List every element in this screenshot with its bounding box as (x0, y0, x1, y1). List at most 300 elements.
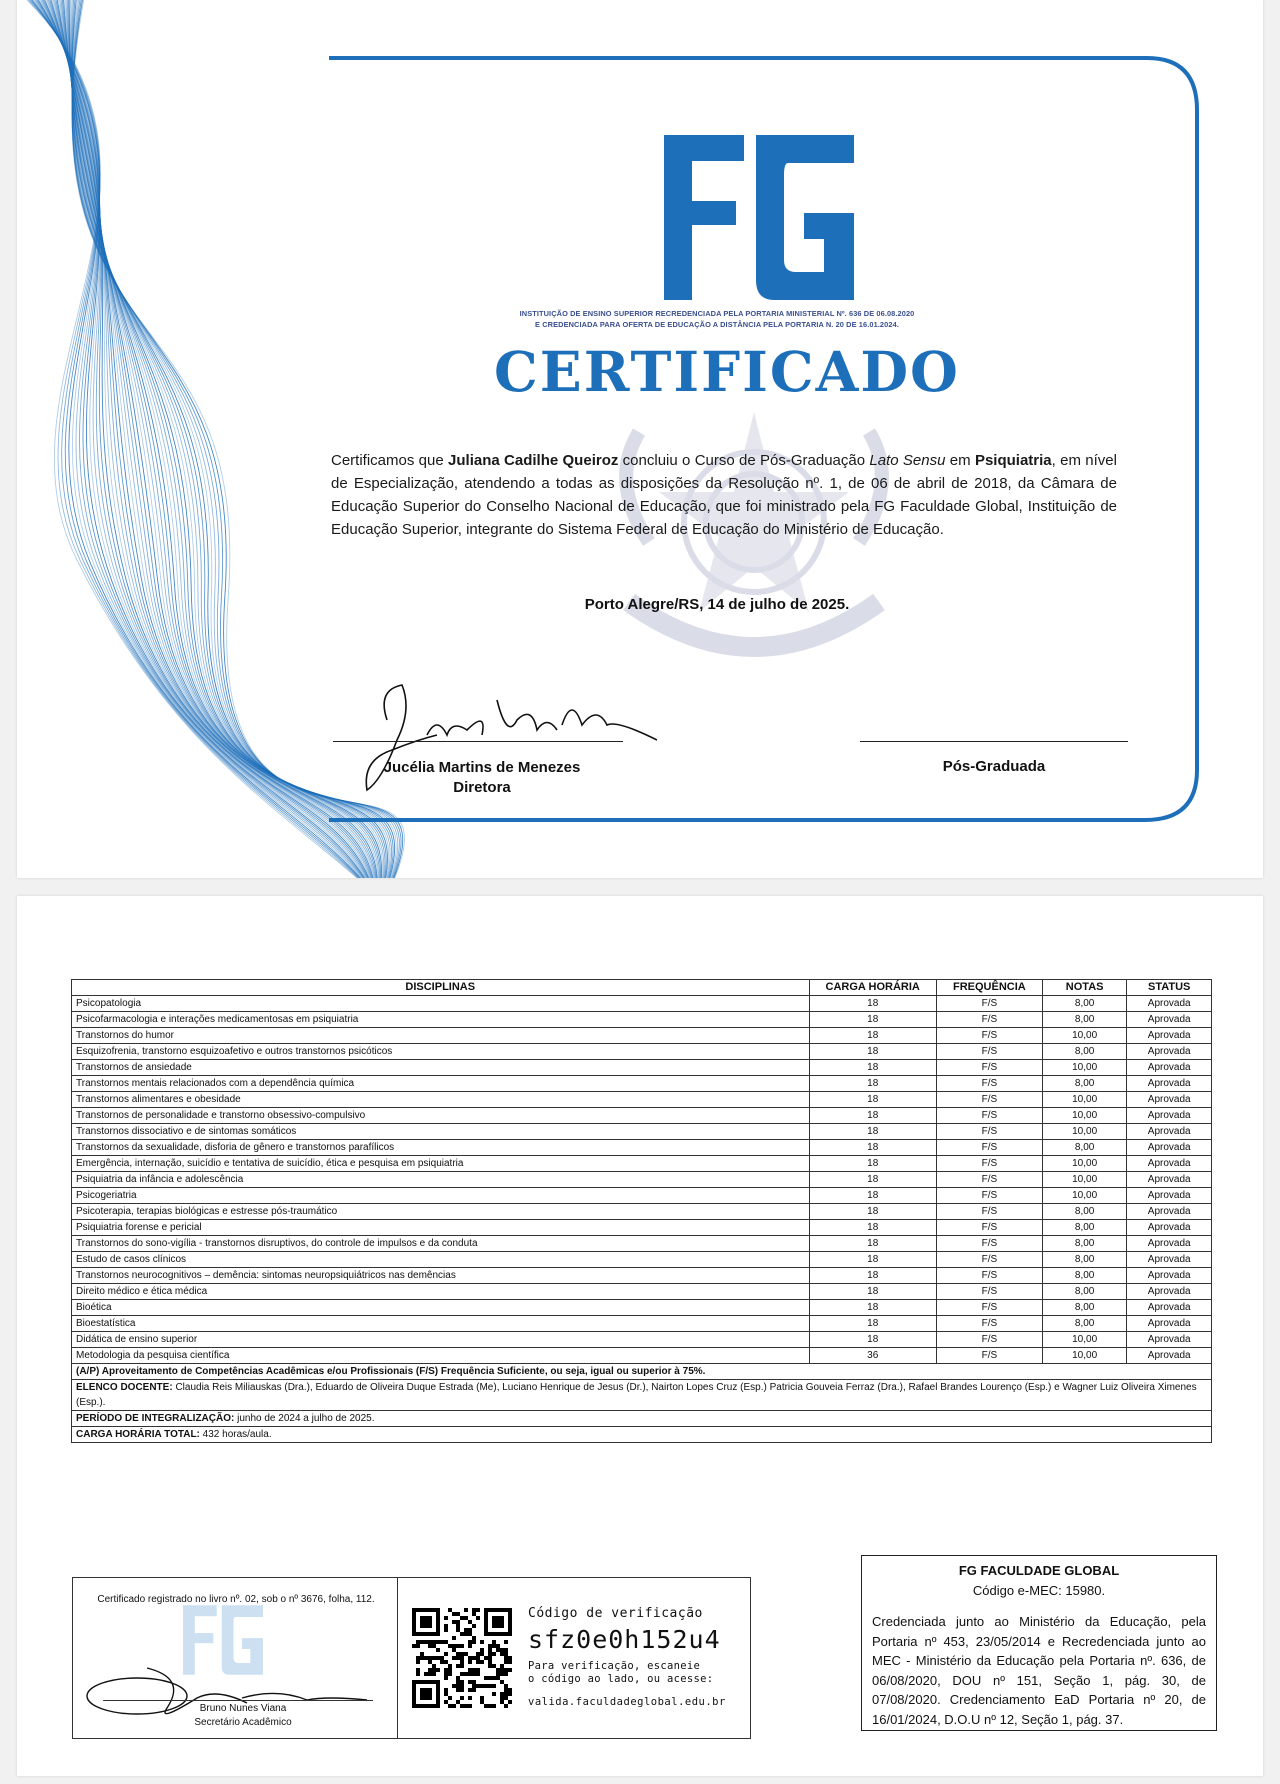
status-cell: Aprovada (1127, 1204, 1212, 1220)
qr-module (472, 1688, 476, 1692)
status-cell: Aprovada (1127, 1348, 1212, 1364)
total-value: 432 horas/aula. (199, 1429, 272, 1440)
qr-module (484, 1684, 488, 1688)
status-cell: Aprovada (1127, 1188, 1212, 1204)
table-row (72, 1284, 1212, 1300)
secretary-block (133, 1702, 353, 1730)
qr-module (436, 1668, 440, 1672)
qr-module (464, 1652, 468, 1656)
qr-module (456, 1612, 460, 1616)
transcript-table (71, 979, 1212, 1443)
qr-module (504, 1640, 508, 1644)
qr-module (504, 1648, 508, 1652)
qr-module (476, 1656, 480, 1660)
table-footer-row (72, 1427, 1212, 1443)
qr-module (444, 1692, 448, 1696)
workload-cell: 18 (809, 1156, 936, 1172)
director-signature-block (357, 758, 607, 798)
grade-cell: 8,00 (1042, 1204, 1127, 1220)
qr-module (468, 1656, 472, 1660)
grade-cell: 10,00 (1042, 1348, 1127, 1364)
frequency-cell: F/S (936, 1092, 1042, 1108)
discipline-cell: Transtornos neurocognitivos – demência: sintomas neuropsiquiátricos nas demências (72, 1268, 810, 1284)
qr-module (508, 1700, 512, 1704)
discipline-cell: Bioestatística (72, 1316, 810, 1332)
qr-module (488, 1684, 492, 1688)
director-role: Diretora (453, 779, 511, 796)
workload-cell: 18 (809, 1188, 936, 1204)
qr-module (468, 1632, 472, 1636)
workload-cell: 18 (809, 1124, 936, 1140)
qr-module (500, 1692, 504, 1696)
qr-finder-module (492, 1616, 504, 1628)
qr-module (476, 1660, 480, 1664)
frequency-legend: (A/P) Aproveitamento de Competências Acadêmicas e/ou Profissionais (F/S) Frequência Suficiente, ou seja, igual ou superior à 75%. (72, 1364, 1212, 1380)
qr-module (488, 1676, 492, 1680)
qr-module (448, 1668, 452, 1672)
institution-name: FG FACULDADE GLOBAL (958, 1563, 1120, 1578)
qr-module (456, 1652, 460, 1656)
qr-module (468, 1640, 472, 1644)
qr-module (460, 1660, 464, 1664)
total-label: CARGA HORÁRIA TOTAL: (76, 1429, 200, 1440)
qr-module (508, 1656, 512, 1660)
grade-cell: 8,00 (1042, 1300, 1127, 1316)
discipline-cell: Metodologia da pesquisa científica (72, 1348, 810, 1364)
qr-module (472, 1672, 476, 1676)
qr-module (416, 1644, 420, 1648)
qr-module (460, 1684, 464, 1688)
table-row (72, 1316, 1212, 1332)
qr-module (504, 1672, 508, 1676)
qr-module (504, 1656, 508, 1660)
qr-module (444, 1688, 448, 1692)
qr-module (500, 1648, 504, 1652)
frequency-cell: F/S (936, 1284, 1042, 1300)
qr-module (460, 1688, 464, 1692)
qr-module (480, 1684, 484, 1688)
verification-hint-line: Para verificação, escaneie (528, 1660, 701, 1672)
total-workload (72, 1427, 1212, 1443)
qr-module (488, 1656, 492, 1660)
qr-module (424, 1656, 428, 1660)
qr-module (496, 1648, 500, 1652)
status-cell: Aprovada (1127, 1156, 1212, 1172)
qr-module (456, 1684, 460, 1688)
table-row (72, 1092, 1212, 1108)
grade-cell: 10,00 (1042, 1124, 1127, 1140)
status-cell: Aprovada (1127, 1012, 1212, 1028)
qr-module (432, 1672, 436, 1676)
qr-module (496, 1676, 500, 1680)
table-footer-row (72, 1411, 1212, 1427)
qr-module (456, 1628, 460, 1632)
qr-module (472, 1636, 476, 1640)
table-row (72, 1348, 1212, 1364)
place-and-date: Porto Alegre/RS, 14 de julho de 2025. (584, 596, 850, 613)
workload-cell: 18 (809, 1140, 936, 1156)
verification-qr-code[interactable] (412, 1608, 512, 1708)
frequency-cell: F/S (936, 1348, 1042, 1364)
qr-module (440, 1656, 444, 1660)
qr-module (500, 1680, 504, 1684)
accreditation-line: INSTITUIÇÃO DE ENSINO SUPERIOR RECREDENCIADA PELA PORTARIA MINISTERIAL Nº. 636 DE 06.08.2020 (519, 309, 915, 318)
qr-module (456, 1644, 460, 1648)
faculty-list (72, 1380, 1212, 1411)
qr-module (464, 1628, 468, 1632)
qr-module (468, 1696, 472, 1700)
qr-module (508, 1660, 512, 1664)
qr-module (416, 1640, 420, 1644)
table-footer-row (72, 1380, 1212, 1411)
table-row (72, 1268, 1212, 1284)
qr-module (464, 1616, 468, 1620)
qr-module (504, 1652, 508, 1656)
qr-module (476, 1616, 480, 1620)
status-cell: Aprovada (1127, 1028, 1212, 1044)
institution-accreditation: Credenciada junto ao Ministério da Educação, pela Portaria nº 453, 23/05/2014 e Recredenciada junto ao MEC - Ministério da Educação pela Portaria nº. 636, de 06/08/2020, DOU nº 151, Seção 1, pág. 30, de 07/08/2020. Credenciamento EaD Portaria nº 20, de 16/01/2024, D.O.U nº 12, Seção 1, pág. 37. (872, 1614, 1206, 1727)
grade-cell: 10,00 (1042, 1156, 1127, 1172)
qr-module (456, 1680, 460, 1684)
qr-module (436, 1640, 440, 1644)
qr-module (428, 1656, 432, 1660)
qr-module (492, 1664, 496, 1668)
qr-module (468, 1704, 472, 1708)
table-row (72, 1060, 1212, 1076)
grade-cell: 10,00 (1042, 1108, 1127, 1124)
qr-module (464, 1704, 468, 1708)
frequency-cell: F/S (936, 1028, 1042, 1044)
table-row (72, 996, 1212, 1012)
period-value: junho de 2024 a julho de 2025. (234, 1413, 375, 1424)
discipline-cell: Psicopatologia (72, 996, 810, 1012)
qr-module (460, 1680, 464, 1684)
qr-module (480, 1640, 484, 1644)
qr-module (468, 1688, 472, 1692)
faculty-label: ELENCO DOCENTE: (76, 1382, 173, 1393)
qr-module (444, 1628, 448, 1632)
qr-module (508, 1688, 512, 1692)
qr-module (500, 1696, 504, 1700)
frequency-cell: F/S (936, 1252, 1042, 1268)
frequency-cell: F/S (936, 1220, 1042, 1236)
workload-cell: 18 (809, 1268, 936, 1284)
qr-module (460, 1696, 464, 1700)
table-row (72, 1012, 1212, 1028)
discipline-cell: Didática de ensino superior (72, 1332, 810, 1348)
qr-module (508, 1668, 512, 1672)
col-header-disciplines: DISCIPLINAS (72, 980, 810, 996)
qr-module (504, 1692, 508, 1696)
table-row (72, 1028, 1212, 1044)
fg-logo (664, 135, 854, 300)
workload-cell: 18 (809, 1204, 936, 1220)
qr-module (504, 1668, 508, 1672)
qr-module (488, 1644, 492, 1648)
qr-module (412, 1644, 416, 1648)
integration-period (72, 1411, 1212, 1427)
grade-cell: 8,00 (1042, 996, 1127, 1012)
workload-cell: 18 (809, 1092, 936, 1108)
accreditation-notice (447, 308, 987, 330)
qr-module (444, 1672, 448, 1676)
table-row (72, 1300, 1212, 1316)
qr-module (488, 1652, 492, 1656)
grade-cell: 10,00 (1042, 1060, 1127, 1076)
workload-cell: 18 (809, 1252, 936, 1268)
table-row (72, 1188, 1212, 1204)
registration-text: Certificado registrado no livro nº. 02, sob o nº 3676, folha, 112. (97, 1594, 375, 1605)
frequency-cell: F/S (936, 1316, 1042, 1332)
qr-module (456, 1656, 460, 1660)
frequency-cell: F/S (936, 996, 1042, 1012)
statement-text: em (945, 452, 975, 469)
qr-module (492, 1652, 496, 1656)
table-row (72, 1044, 1212, 1060)
qr-module (464, 1672, 468, 1676)
workload-cell: 18 (809, 1236, 936, 1252)
qr-module (476, 1668, 480, 1672)
qr-module (488, 1704, 492, 1708)
qr-module (444, 1660, 448, 1664)
statement-text: concluiu o Curso de Pós-Graduação (618, 452, 870, 469)
workload-cell: 18 (809, 1012, 936, 1028)
status-cell: Aprovada (1127, 1140, 1212, 1156)
verification-url[interactable]: valida.faculdadeglobal.edu.br (528, 1696, 726, 1708)
qr-module (476, 1608, 480, 1612)
qr-module (504, 1688, 508, 1692)
workload-cell: 18 (809, 1172, 936, 1188)
status-cell: Aprovada (1127, 1060, 1212, 1076)
qr-module (420, 1652, 424, 1656)
qr-module (460, 1644, 464, 1648)
national-coat-of-arms-watermark (589, 392, 919, 692)
qr-module (420, 1656, 424, 1660)
accreditation-line: E CREDENCIADA PARA OFERTA DE EDUCAÇÃO A DISTÂNCIA PELA PORTARIA N. 20 DE 16.01.2024. (535, 320, 899, 329)
qr-module (428, 1644, 432, 1648)
frequency-cell: F/S (936, 1012, 1042, 1028)
discipline-cell: Transtornos dissociativo e de sintomas somáticos (72, 1124, 810, 1140)
qr-module (444, 1700, 448, 1704)
certificate-title: CERTIFICADO (494, 339, 960, 404)
qr-module (480, 1660, 484, 1664)
frequency-cell: F/S (936, 1172, 1042, 1188)
discipline-cell: Transtornos mentais relacionados com a dependência química (72, 1076, 810, 1092)
certificate-statement (331, 449, 1117, 541)
period-label: PERÍODO DE INTEGRALIZAÇÃO: (76, 1413, 235, 1424)
transcript-page (17, 896, 1263, 1776)
qr-module (448, 1704, 452, 1708)
qr-module (456, 1676, 460, 1680)
qr-module (460, 1632, 464, 1636)
statement-text: Certificamos que (331, 452, 449, 469)
table-row (72, 1076, 1212, 1092)
table-row (72, 1124, 1212, 1140)
qr-module (452, 1620, 456, 1624)
frequency-cell: F/S (936, 1236, 1042, 1252)
director-name: Jucélia Martins de Menezes (383, 759, 581, 776)
discipline-cell: Direito médico e ética médica (72, 1284, 810, 1300)
qr-module (472, 1612, 476, 1616)
graduate-label: Pós-Graduada (942, 758, 1046, 775)
discipline-cell: Transtornos de personalidade e transtorno obsessivo-compulsivo (72, 1108, 810, 1124)
table-row (72, 1108, 1212, 1124)
qr-module (424, 1672, 428, 1676)
qr-module (504, 1704, 508, 1708)
grade-cell: 10,00 (1042, 1332, 1127, 1348)
workload-cell: 18 (809, 1044, 936, 1060)
qr-module (500, 1668, 504, 1672)
qr-module (496, 1672, 500, 1676)
status-cell: Aprovada (1127, 1332, 1212, 1348)
qr-module (432, 1656, 436, 1660)
status-cell: Aprovada (1127, 1252, 1212, 1268)
table-row (72, 1332, 1212, 1348)
status-cell: Aprovada (1127, 1172, 1212, 1188)
qr-module (424, 1640, 428, 1644)
qr-module (488, 1664, 492, 1668)
student-name: Juliana Cadilhe Queiroz (448, 452, 619, 469)
qr-module (448, 1696, 452, 1700)
status-cell: Aprovada (1127, 1044, 1212, 1060)
status-cell: Aprovada (1127, 1124, 1212, 1140)
discipline-cell: Psicoterapia, terapias biológicas e estresse pós-traumático (72, 1204, 810, 1220)
qr-module (500, 1672, 504, 1676)
qr-module (468, 1660, 472, 1664)
grade-cell: 10,00 (1042, 1028, 1127, 1044)
qr-module (492, 1676, 496, 1680)
qr-module (472, 1608, 476, 1612)
qr-module (436, 1648, 440, 1652)
status-cell: Aprovada (1127, 1284, 1212, 1300)
grade-cell: 8,00 (1042, 1076, 1127, 1092)
status-cell: Aprovada (1127, 1316, 1212, 1332)
grade-cell: 10,00 (1042, 1092, 1127, 1108)
qr-module (428, 1672, 432, 1676)
grade-cell: 8,00 (1042, 1252, 1127, 1268)
grade-cell: 8,00 (1042, 1284, 1127, 1300)
qr-module (452, 1644, 456, 1648)
table-row (72, 1172, 1212, 1188)
grade-cell: 10,00 (1042, 1188, 1127, 1204)
qr-module (496, 1668, 500, 1672)
qr-module (444, 1676, 448, 1680)
grade-cell: 8,00 (1042, 1140, 1127, 1156)
frequency-cell: F/S (936, 1156, 1042, 1172)
table-row (72, 1252, 1212, 1268)
qr-module (448, 1644, 452, 1648)
qr-module (492, 1640, 496, 1644)
col-header-status: STATUS (1127, 980, 1212, 996)
col-header-grades: NOTAS (1042, 980, 1127, 996)
qr-module (456, 1620, 460, 1624)
frequency-cell: F/S (936, 1268, 1042, 1284)
workload-cell: 18 (809, 1316, 936, 1332)
qr-module (476, 1652, 480, 1656)
qr-module (468, 1672, 472, 1676)
frequency-cell: F/S (936, 1188, 1042, 1204)
qr-module (460, 1664, 464, 1668)
qr-module (460, 1616, 464, 1620)
discipline-cell: Bioética (72, 1300, 810, 1316)
qr-module (456, 1688, 460, 1692)
qr-module (452, 1648, 456, 1652)
qr-module (428, 1640, 432, 1644)
verification-hint-line: o código ao lado, ou acesse: (528, 1673, 714, 1685)
qr-module (504, 1684, 508, 1688)
verification-title: Código de verificação (528, 1606, 703, 1621)
workload-cell: 18 (809, 1284, 936, 1300)
discipline-cell: Transtornos alimentares e obesidade (72, 1092, 810, 1108)
director-signature-line (333, 741, 623, 742)
qr-module (484, 1704, 488, 1708)
workload-cell: 18 (809, 1300, 936, 1316)
discipline-cell: Transtornos do sono-vigília - transtornos disruptivos, do controle de impulsos e da conduta (72, 1236, 810, 1252)
qr-module (500, 1664, 504, 1668)
faculty-value: Claudia Reis Miliauskas (Dra.), Eduardo de Oliveira Duque Estrada (Me), Luciano Henrique de Jesus (Dr.), Nairton Lopes Cruz (Esp.) Patricia Gouveia Ferraz (Dra.), Rafael Brandes Lourenço (Esp.) e Wagner Luiz Oliveira Ximenes (Esp.). (76, 1382, 1197, 1408)
qr-module (492, 1704, 496, 1708)
workload-cell: 36 (809, 1348, 936, 1364)
qr-module (456, 1700, 460, 1704)
grade-cell: 8,00 (1042, 1316, 1127, 1332)
qr-module (444, 1624, 448, 1628)
discipline-cell: Esquizofrenia, transtorno esquizoafetivo e outros transtornos psicóticos (72, 1044, 810, 1060)
qr-finder-module (420, 1616, 432, 1628)
status-cell: Aprovada (1127, 1300, 1212, 1316)
qr-module (456, 1624, 460, 1628)
qr-module (468, 1628, 472, 1632)
qr-module (508, 1692, 512, 1696)
workload-cell: 18 (809, 1060, 936, 1076)
institution-box (861, 1555, 1217, 1731)
workload-cell: 18 (809, 1108, 936, 1124)
qr-module (452, 1612, 456, 1616)
qr-module (432, 1664, 436, 1668)
table-row (72, 1140, 1212, 1156)
secretary-role: Secretário Acadêmico (194, 1717, 292, 1728)
table-row (72, 1204, 1212, 1220)
grade-cell: 8,00 (1042, 1012, 1127, 1028)
qr-module (432, 1640, 436, 1644)
qr-module (460, 1672, 464, 1676)
table-row (72, 1236, 1212, 1252)
statement-text: , em nível de Especialização, atendendo a todas as disposições da Resolução nº. 1, de 06 de abril de 2018, da Câmara de Educação Superior do Conselho Nacional de Educação, que foi ministrado pela FG Faculdade Global, Instituição de Educação Superior, integrante do Sistema Federal de Educação do Ministério de Educação. (331, 452, 1117, 538)
grade-cell: 8,00 (1042, 1044, 1127, 1060)
status-cell: Aprovada (1127, 1076, 1212, 1092)
qr-module (468, 1644, 472, 1648)
qr-module (492, 1644, 496, 1648)
qr-module (500, 1652, 504, 1656)
qr-module (448, 1672, 452, 1676)
qr-module (428, 1660, 432, 1664)
workload-cell: 18 (809, 1220, 936, 1236)
discipline-cell: Psiquiatria da infância e adolescência (72, 1172, 810, 1188)
frequency-cell: F/S (936, 1108, 1042, 1124)
qr-module (448, 1664, 452, 1668)
qr-module (492, 1692, 496, 1696)
qr-module (468, 1680, 472, 1684)
qr-module (472, 1668, 476, 1672)
qr-module (468, 1620, 472, 1624)
qr-module (452, 1636, 456, 1640)
qr-module (436, 1656, 440, 1660)
frequency-cell: F/S (936, 1044, 1042, 1060)
workload-cell: 18 (809, 1076, 936, 1092)
frequency-cell: F/S (936, 1076, 1042, 1092)
registration-box (72, 1577, 751, 1739)
registration-info (73, 1578, 398, 1738)
frequency-cell: F/S (936, 1124, 1042, 1140)
